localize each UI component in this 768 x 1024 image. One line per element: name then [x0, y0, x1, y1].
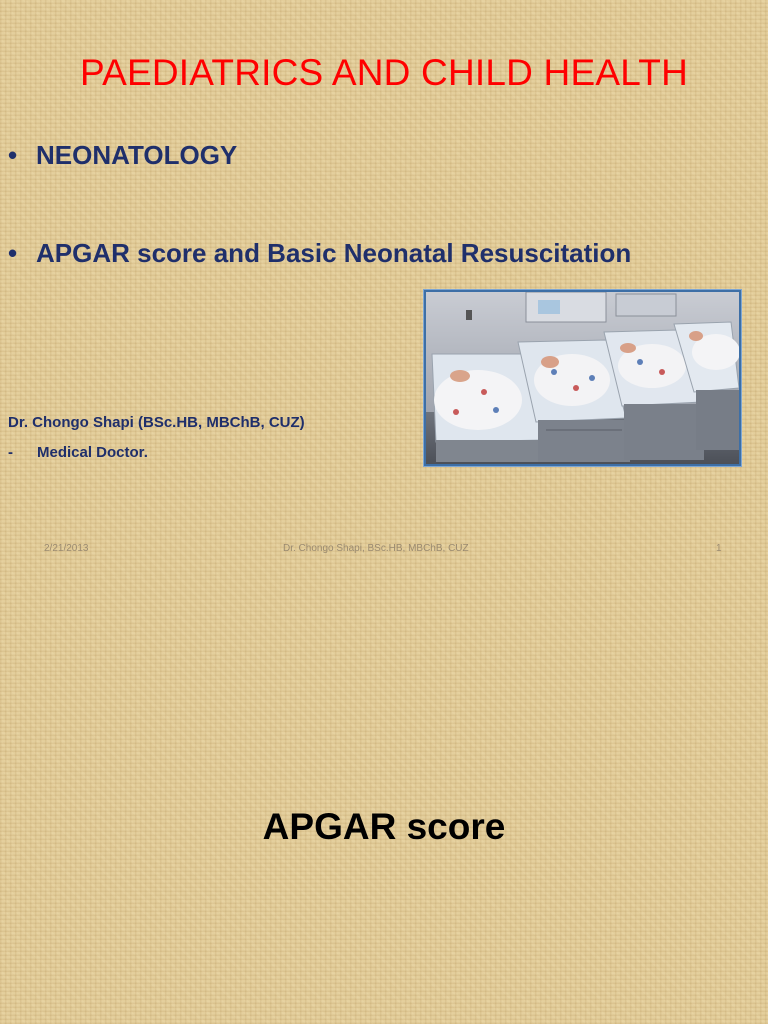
role-text: Medical Doctor.	[37, 444, 148, 461]
author-role	[8, 444, 148, 461]
author-line: Dr. Chongo Shapi (BSc.HB, MBChB, CUZ)	[8, 414, 305, 431]
bullet-apgar	[8, 238, 631, 269]
slide-title: PAEDIATRICS AND CHILD HEALTH	[80, 52, 688, 93]
newborn-bassinets-photo	[424, 290, 741, 466]
bullet-icon: •	[8, 238, 18, 268]
bullet-text: APGAR score and Basic Neonatal Resuscitation	[36, 238, 632, 268]
slide-2	[0, 576, 768, 1024]
role-dash: -	[8, 444, 13, 461]
footer-date: 2/21/2013	[44, 543, 89, 554]
bullet-text: NEONATOLOGY	[36, 140, 238, 170]
footer-author: Dr. Chongo Shapi, BSc.HB, MBChB, CUZ	[283, 543, 469, 554]
bullet-icon: •	[8, 140, 18, 170]
slide-heading: APGAR score	[262, 806, 506, 847]
footer-page-number: 1	[716, 543, 722, 554]
bullet-neonatology	[8, 140, 237, 171]
